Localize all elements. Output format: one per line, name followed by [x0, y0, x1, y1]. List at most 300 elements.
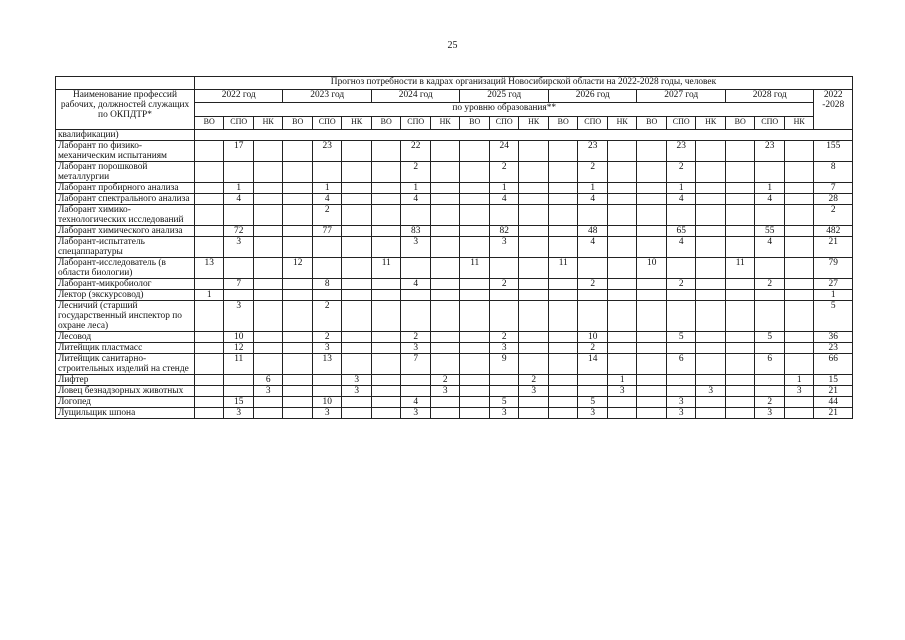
- value-cell: [755, 343, 785, 354]
- value-cell: 3: [489, 408, 519, 419]
- profession-name: Лаборант-микробиолог: [56, 279, 195, 290]
- value-cell: 1: [194, 290, 224, 301]
- value-cell: 2: [578, 343, 608, 354]
- edu-level-header: СПО: [578, 117, 608, 130]
- value-cell: [637, 397, 667, 408]
- value-cell: [460, 141, 490, 162]
- value-cell: [607, 279, 637, 290]
- total-cell: 15: [814, 375, 853, 386]
- value-cell: [696, 301, 726, 332]
- value-cell: [519, 408, 549, 419]
- table-row: [56, 386, 853, 397]
- value-cell: [725, 162, 755, 183]
- value-cell: 12: [224, 343, 254, 354]
- value-cell: [696, 375, 726, 386]
- value-cell: [253, 332, 283, 343]
- value-cell: [784, 354, 814, 375]
- value-cell: [755, 386, 785, 397]
- value-cell: [578, 301, 608, 332]
- value-cell: 3: [342, 375, 372, 386]
- value-cell: [401, 258, 431, 279]
- profession-name: Лифтер: [56, 375, 195, 386]
- value-cell: 3: [401, 408, 431, 419]
- value-cell: [430, 183, 460, 194]
- value-cell: 3: [755, 408, 785, 419]
- value-cell: 3: [312, 408, 342, 419]
- value-cell: [607, 408, 637, 419]
- edu-level-header: СПО: [755, 117, 785, 130]
- value-cell: [548, 354, 578, 375]
- value-cell: [460, 397, 490, 408]
- value-cell: 2: [755, 279, 785, 290]
- value-cell: [283, 226, 313, 237]
- value-cell: [696, 183, 726, 194]
- value-cell: [371, 279, 401, 290]
- table-title-row: [56, 77, 853, 90]
- value-cell: [342, 237, 372, 258]
- edu-level-header: НК: [607, 117, 637, 130]
- value-cell: [460, 183, 490, 194]
- value-cell: 5: [666, 332, 696, 343]
- value-cell: 9: [489, 354, 519, 375]
- value-cell: [430, 162, 460, 183]
- total-cell: 1: [814, 290, 853, 301]
- value-cell: [607, 194, 637, 205]
- value-cell: [696, 408, 726, 419]
- value-cell: [283, 397, 313, 408]
- value-cell: [696, 162, 726, 183]
- value-cell: [253, 408, 283, 419]
- value-cell: [460, 332, 490, 343]
- value-cell: [253, 162, 283, 183]
- value-cell: [430, 141, 460, 162]
- value-cell: [696, 237, 726, 258]
- value-cell: [548, 183, 578, 194]
- value-cell: 2: [519, 375, 549, 386]
- value-cell: [637, 237, 667, 258]
- value-cell: 1: [666, 183, 696, 194]
- value-cell: [637, 205, 667, 226]
- value-cell: [342, 397, 372, 408]
- value-cell: [194, 386, 224, 397]
- value-cell: [725, 205, 755, 226]
- profession-name: Лаборант по физико-механическим испытаниям: [56, 141, 195, 162]
- value-cell: [696, 332, 726, 343]
- years-row: [56, 90, 853, 103]
- value-cell: [430, 343, 460, 354]
- value-cell: [607, 183, 637, 194]
- value-cell: 6: [755, 354, 785, 375]
- value-cell: [430, 332, 460, 343]
- value-cell: [194, 397, 224, 408]
- value-cell: 4: [755, 237, 785, 258]
- value-cell: 10: [637, 258, 667, 279]
- value-cell: [460, 162, 490, 183]
- table-row: [56, 194, 853, 205]
- value-cell: 22: [401, 141, 431, 162]
- profession-name: Лаборант-испытатель спецаппаратуры: [56, 237, 195, 258]
- table-row: [56, 343, 853, 354]
- value-cell: [342, 301, 372, 332]
- value-cell: [312, 258, 342, 279]
- value-cell: [784, 237, 814, 258]
- edu-level-header: СПО: [224, 117, 254, 130]
- value-cell: [637, 194, 667, 205]
- table-row: [56, 279, 853, 290]
- profession-name: Литейщик санитарно-строительных изделий на стенде: [56, 354, 195, 375]
- value-cell: 4: [755, 194, 785, 205]
- value-cell: 2: [578, 162, 608, 183]
- edu-level-header: ВО: [725, 117, 755, 130]
- edu-level-header: НК: [519, 117, 549, 130]
- value-cell: [637, 162, 667, 183]
- value-cell: [430, 205, 460, 226]
- value-cell: 23: [755, 141, 785, 162]
- value-cell: [460, 226, 490, 237]
- value-cell: [519, 183, 549, 194]
- value-cell: [430, 194, 460, 205]
- value-cell: [725, 183, 755, 194]
- value-cell: [194, 162, 224, 183]
- value-cell: [253, 141, 283, 162]
- value-cell: [430, 301, 460, 332]
- profession-name: Лесовод: [56, 332, 195, 343]
- value-cell: 3: [401, 343, 431, 354]
- value-cell: [548, 375, 578, 386]
- value-cell: [637, 332, 667, 343]
- value-cell: [401, 290, 431, 301]
- value-cell: [519, 397, 549, 408]
- table-title: Прогноз потребности в кадрах организаций Новосибирской области на 2022-2028 годы, человек: [194, 77, 852, 90]
- edu-level-header: ВО: [283, 117, 313, 130]
- value-cell: [725, 141, 755, 162]
- value-cell: 13: [312, 354, 342, 375]
- value-cell: [519, 237, 549, 258]
- value-cell: 2: [401, 162, 431, 183]
- value-cell: [371, 408, 401, 419]
- value-cell: 15: [224, 397, 254, 408]
- value-cell: [784, 226, 814, 237]
- table-row: [56, 205, 853, 226]
- value-cell: [607, 141, 637, 162]
- value-cell: [194, 332, 224, 343]
- value-cell: [460, 343, 490, 354]
- table-row: [56, 141, 853, 162]
- value-cell: [224, 258, 254, 279]
- value-cell: [696, 343, 726, 354]
- year-header: 2027 год: [637, 90, 726, 103]
- value-cell: [194, 375, 224, 386]
- value-cell: 4: [401, 194, 431, 205]
- table-row: [56, 237, 853, 258]
- value-cell: 11: [460, 258, 490, 279]
- value-cell: [283, 375, 313, 386]
- value-cell: [401, 205, 431, 226]
- value-cell: [430, 279, 460, 290]
- value-cell: [371, 354, 401, 375]
- value-cell: [430, 258, 460, 279]
- table-row: [56, 354, 853, 375]
- value-cell: 23: [312, 141, 342, 162]
- value-cell: 10: [312, 397, 342, 408]
- value-cell: [283, 386, 313, 397]
- value-cell: [371, 343, 401, 354]
- value-cell: [342, 332, 372, 343]
- value-cell: 2: [489, 332, 519, 343]
- value-cell: [371, 194, 401, 205]
- value-cell: 4: [666, 194, 696, 205]
- value-cell: [784, 162, 814, 183]
- value-cell: [489, 375, 519, 386]
- value-cell: [607, 237, 637, 258]
- value-cell: [342, 290, 372, 301]
- value-cell: [460, 205, 490, 226]
- value-cell: [548, 141, 578, 162]
- value-cell: [696, 258, 726, 279]
- value-cell: [725, 375, 755, 386]
- value-cell: [283, 301, 313, 332]
- value-cell: [725, 290, 755, 301]
- edu-level-header: НК: [430, 117, 460, 130]
- value-cell: [784, 258, 814, 279]
- value-cell: [519, 226, 549, 237]
- value-cell: [371, 226, 401, 237]
- value-cell: [342, 226, 372, 237]
- value-cell: 10: [224, 332, 254, 343]
- value-cell: [312, 375, 342, 386]
- total-cell: 155: [814, 141, 853, 162]
- value-cell: 1: [578, 183, 608, 194]
- value-cell: [460, 386, 490, 397]
- value-cell: 5: [489, 397, 519, 408]
- total-cell: 23: [814, 343, 853, 354]
- value-cell: [607, 226, 637, 237]
- value-cell: 6: [253, 375, 283, 386]
- value-cell: [519, 258, 549, 279]
- value-cell: 3: [489, 237, 519, 258]
- value-cell: [253, 194, 283, 205]
- value-cell: 65: [666, 226, 696, 237]
- value-cell: [283, 408, 313, 419]
- value-cell: 2: [312, 301, 342, 332]
- profession-name: Лаборант-исследователь (в области биологии): [56, 258, 195, 279]
- value-cell: [253, 301, 283, 332]
- value-cell: [312, 386, 342, 397]
- value-cell: 2: [755, 397, 785, 408]
- value-cell: [371, 375, 401, 386]
- value-cell: [401, 301, 431, 332]
- value-cell: [784, 408, 814, 419]
- profession-name: Лаборант порошковой металлургии: [56, 162, 195, 183]
- value-cell: 3: [578, 408, 608, 419]
- value-cell: [578, 386, 608, 397]
- value-cell: 1: [224, 183, 254, 194]
- value-cell: [460, 194, 490, 205]
- value-cell: 3: [224, 237, 254, 258]
- table-row: [56, 226, 853, 237]
- value-cell: 4: [224, 194, 254, 205]
- total-cell: 66: [814, 354, 853, 375]
- value-cell: [637, 183, 667, 194]
- value-cell: [371, 141, 401, 162]
- value-cell: [430, 354, 460, 375]
- value-cell: [548, 226, 578, 237]
- value-cell: [755, 162, 785, 183]
- value-cell: [519, 194, 549, 205]
- value-cell: [607, 397, 637, 408]
- value-cell: [371, 397, 401, 408]
- value-cell: 11: [224, 354, 254, 375]
- value-cell: [784, 279, 814, 290]
- value-cell: [666, 258, 696, 279]
- value-cell: [607, 258, 637, 279]
- value-cell: 6: [666, 354, 696, 375]
- total-cell: 21: [814, 386, 853, 397]
- value-cell: [489, 205, 519, 226]
- value-cell: [519, 343, 549, 354]
- value-cell: [784, 183, 814, 194]
- value-cell: [371, 290, 401, 301]
- table-row: [56, 397, 853, 408]
- value-cell: [725, 397, 755, 408]
- value-cell: 48: [578, 226, 608, 237]
- value-cell: [253, 237, 283, 258]
- value-cell: [253, 205, 283, 226]
- value-cell: [784, 194, 814, 205]
- total-cell: 482: [814, 226, 853, 237]
- table-row: [56, 258, 853, 279]
- year-header: 2023 год: [283, 90, 372, 103]
- value-cell: [548, 386, 578, 397]
- value-cell: [755, 205, 785, 226]
- value-cell: [371, 386, 401, 397]
- total-header: 2022 -2028: [814, 90, 853, 130]
- value-cell: [637, 141, 667, 162]
- value-cell: [194, 408, 224, 419]
- value-cell: [666, 343, 696, 354]
- value-cell: [725, 226, 755, 237]
- total-cell: 44: [814, 397, 853, 408]
- value-cell: [607, 205, 637, 226]
- value-cell: [430, 226, 460, 237]
- value-cell: 7: [224, 279, 254, 290]
- value-cell: [342, 194, 372, 205]
- value-cell: [784, 141, 814, 162]
- value-cell: [283, 194, 313, 205]
- value-cell: 3: [401, 237, 431, 258]
- value-cell: [194, 354, 224, 375]
- value-cell: [548, 408, 578, 419]
- value-cell: 1: [489, 183, 519, 194]
- value-cell: 24: [489, 141, 519, 162]
- value-cell: [283, 290, 313, 301]
- value-cell: [548, 397, 578, 408]
- value-cell: 11: [371, 258, 401, 279]
- value-cell: [194, 279, 224, 290]
- table-row: [56, 408, 853, 419]
- value-cell: 3: [342, 386, 372, 397]
- value-cell: [696, 354, 726, 375]
- value-cell: [607, 354, 637, 375]
- value-cell: 5: [755, 332, 785, 343]
- edu-level-header: НК: [696, 117, 726, 130]
- value-cell: [637, 375, 667, 386]
- value-cell: [283, 279, 313, 290]
- name-header: Наименование профессий рабочих, должностей служащих по ОКПДТР*: [56, 90, 195, 130]
- profession-name: Лектор (экскурсовод): [56, 290, 195, 301]
- value-cell: [253, 397, 283, 408]
- value-cell: [460, 237, 490, 258]
- total-cell: 79: [814, 258, 853, 279]
- total-cell: 2: [814, 205, 853, 226]
- value-cell: [637, 408, 667, 419]
- value-cell: 5: [578, 397, 608, 408]
- value-cell: [725, 194, 755, 205]
- total-cell: 7: [814, 183, 853, 194]
- value-cell: [194, 205, 224, 226]
- value-cell: [460, 301, 490, 332]
- table-row: [56, 290, 853, 301]
- value-cell: 1: [312, 183, 342, 194]
- value-cell: 10: [578, 332, 608, 343]
- value-cell: [784, 332, 814, 343]
- edu-level-header: НК: [784, 117, 814, 130]
- value-cell: 4: [401, 279, 431, 290]
- value-cell: [342, 343, 372, 354]
- edu-level-header: СПО: [312, 117, 342, 130]
- value-cell: [371, 162, 401, 183]
- value-cell: [519, 205, 549, 226]
- year-header: 2026 год: [548, 90, 637, 103]
- continuation-text: квалификации): [56, 130, 195, 141]
- value-cell: [607, 301, 637, 332]
- value-cell: [253, 290, 283, 301]
- value-cell: 2: [312, 332, 342, 343]
- value-cell: [283, 354, 313, 375]
- value-cell: 4: [578, 194, 608, 205]
- year-header: 2028 год: [725, 90, 814, 103]
- value-cell: 1: [401, 183, 431, 194]
- value-cell: [194, 343, 224, 354]
- value-cell: [784, 343, 814, 354]
- value-cell: [578, 258, 608, 279]
- value-cell: [194, 141, 224, 162]
- value-cell: 55: [755, 226, 785, 237]
- value-cell: [548, 194, 578, 205]
- value-cell: [460, 408, 490, 419]
- value-cell: 72: [224, 226, 254, 237]
- value-cell: [312, 237, 342, 258]
- value-cell: 11: [548, 258, 578, 279]
- table-row: [56, 162, 853, 183]
- continuation-row: [56, 130, 853, 141]
- value-cell: [666, 386, 696, 397]
- value-cell: [253, 354, 283, 375]
- value-cell: 1: [784, 375, 814, 386]
- value-cell: [578, 375, 608, 386]
- table-row: [56, 332, 853, 343]
- value-cell: [784, 397, 814, 408]
- value-cell: [224, 162, 254, 183]
- value-cell: [430, 397, 460, 408]
- name-header-top-cell: [56, 77, 195, 90]
- value-cell: 11: [725, 258, 755, 279]
- value-cell: 2: [312, 205, 342, 226]
- total-cell: 28: [814, 194, 853, 205]
- value-cell: [519, 279, 549, 290]
- year-header: 2025 год: [460, 90, 549, 103]
- value-cell: [224, 205, 254, 226]
